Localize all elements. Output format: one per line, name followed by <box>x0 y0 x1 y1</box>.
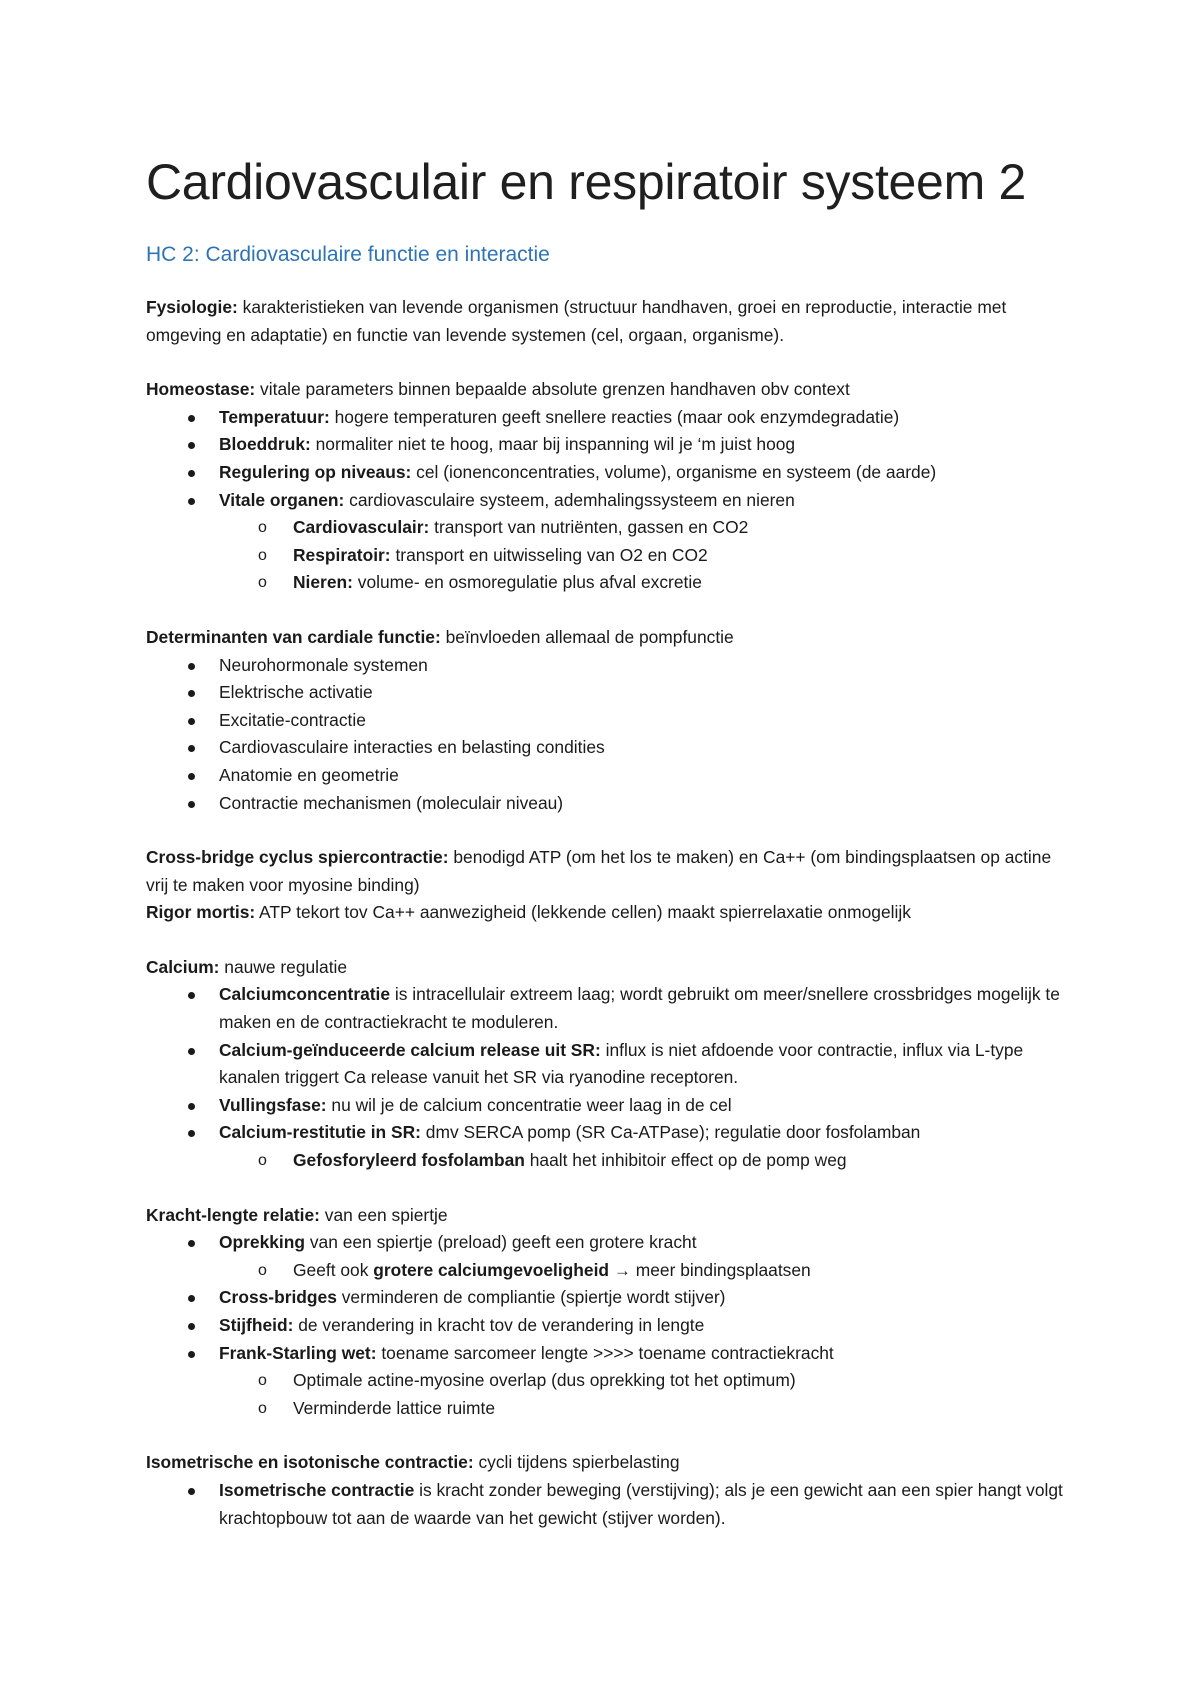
item-term: Temperatuur: <box>219 406 330 427</box>
item-text: transport van nutriënten, gassen en CO2 <box>429 517 749 538</box>
section-fysiologie <box>146 294 1066 349</box>
section-kracht-lengte <box>146 1202 1066 1423</box>
definition-text: benodigd ATP (om het los te maken) en Ca++ (om bindingsplaatsen op actine vrij te maken voor myosine binding) <box>146 847 1052 895</box>
item-text: de verandering in kracht tov de verandering in lengte <box>293 1315 705 1335</box>
calcium-paragraph <box>146 954 1066 982</box>
item-text: influx is niet afdoende voor contractie, influx via L-type kanalen triggert Ca release vanuit het SR via ryanodine receptoren. <box>219 1039 1024 1088</box>
item-term: Bloeddruk: <box>219 434 311 455</box>
item-term: Regulering op niveaus: <box>219 461 412 482</box>
determinanten-list <box>146 652 1066 818</box>
item-text: volume- en osmoregulatie plus afval excretie <box>352 572 702 593</box>
list-item <box>146 1340 1066 1423</box>
item-text: is intracellulair extreem laag; wordt gebruikt om meer/snellere crossbridges mogelijk te maken en de contractiekracht te moduleren. <box>219 984 1060 1033</box>
item-term: Frank-Starling wet: <box>219 1342 377 1363</box>
list-item <box>146 404 1066 432</box>
definition-text: beïnvloeden allemaal de pompfunctie <box>440 626 734 647</box>
item-text: verminderen de compliantie (spiertje wordt stijver) <box>336 1287 726 1308</box>
item-term: Calcium-geïnduceerde calcium release uit SR: <box>219 1039 601 1060</box>
term-label: Fysiologie: <box>146 297 238 317</box>
list-item: Contractie mechanismen (moleculair niveau) <box>146 790 1066 818</box>
rigor-paragraph <box>146 899 1066 927</box>
definition-text: nauwe regulatie <box>219 956 348 977</box>
kracht-list <box>146 1229 1066 1422</box>
calcium-list <box>146 981 1066 1174</box>
item-text: hogere temperaturen geeft snellere reacties (maar ook enzymdegradatie) <box>329 406 900 427</box>
definition-text: cycli tijdens spierbelasting <box>473 1452 680 1473</box>
isometrisch-list <box>146 1477 1066 1532</box>
sublist-item: o Verminderde lattice ruimte <box>146 1395 1066 1423</box>
page-title: Cardiovasculair en respiratoir systeem 2 <box>146 154 1027 210</box>
list-item <box>146 1284 1066 1312</box>
section-homeostase <box>146 376 1066 597</box>
list-item <box>146 459 1066 487</box>
item-text: van een spiertje (preload) geeft een grotere kracht <box>305 1232 697 1253</box>
item-term: Gefosforyleerd fosfolamban <box>293 1150 525 1171</box>
term-label: Homeostase: <box>146 379 256 400</box>
sublist <box>219 1257 1066 1285</box>
homeostase-list <box>146 404 1066 597</box>
list-item <box>146 1119 1066 1174</box>
definition-text: van een spiertje <box>319 1204 448 1225</box>
term-label: Rigor mortis: <box>146 902 256 923</box>
item-text: cardiovasculaire systeem, ademhalingssysteem en nieren <box>344 489 795 510</box>
item-text: toename sarcomeer lengte >>>> toename contractiekracht <box>376 1342 834 1363</box>
item-text: transport en uitwisseling van O2 en CO2 <box>390 544 708 565</box>
determinanten-paragraph <box>146 624 1066 652</box>
lecture-heading: HC 2: Cardiovasculaire functie en interactie <box>146 243 550 266</box>
definition-text: karakteristieken van levende organismen (structuur handhaven, groei en reproductie, interactie met omgeving en adaptatie) en functie van levende systemen (cel, orgaan, organisme). <box>146 297 1007 345</box>
term-label: Determinanten van cardiale functie: <box>146 626 441 647</box>
list-item: Neurohormonale systemen <box>146 652 1066 680</box>
fysiologie-paragraph <box>146 294 1066 349</box>
sublist-item <box>146 1257 1066 1285</box>
term-label: Calcium: <box>146 956 220 977</box>
term-label: Kracht-lengte relatie: <box>146 1204 320 1225</box>
item-text: is kracht zonder beweging (verstijving); als je een gewicht aan een spier hangt volgt krachtopbouw tot aan de waarde van het gewicht (stijver worden). <box>219 1479 1063 1528</box>
section-determinanten <box>146 624 1066 817</box>
item-text: Geeft ook <box>293 1259 374 1280</box>
item-term: Calcium-restitutie in SR: <box>219 1122 421 1143</box>
sublist <box>219 1147 1066 1175</box>
item-term: Calciumconcentratie <box>219 984 391 1005</box>
item-text: haalt het inhibitoir effect op de pomp weg <box>524 1150 847 1171</box>
isometrisch-paragraph <box>146 1449 1066 1477</box>
section-isometrisch <box>146 1449 1066 1532</box>
item-text: meer bindingsplaatsen <box>630 1259 811 1280</box>
item-term: Nieren: <box>293 572 353 593</box>
list-item <box>146 1477 1066 1532</box>
item-text: dmv SERCA pomp (SR Ca-ATPase); regulatie door fosfolamban <box>420 1122 921 1143</box>
sublist-item <box>146 542 1066 570</box>
list-item: Anatomie en geometrie <box>146 762 1066 790</box>
crossbridge-paragraph <box>146 844 1066 899</box>
definition-text: ATP tekort tov Ca++ aanwezigheid (lekkende cellen) maakt spierrelaxatie onmogelijk <box>255 902 911 923</box>
term-label: Isometrische en isotonische contractie: <box>146 1452 474 1473</box>
list-item: Elektrische activatie <box>146 679 1066 707</box>
item-term: Vullingsfase: <box>219 1094 327 1115</box>
item-term: Cross-bridges <box>219 1287 337 1308</box>
section-calcium <box>146 954 1066 1175</box>
term-label: Cross-bridge cyclus spiercontractie: <box>146 847 449 868</box>
document-body <box>146 150 1066 1532</box>
homeostase-paragraph <box>146 376 1066 404</box>
list-item <box>146 1092 1066 1120</box>
sublist-item <box>146 569 1066 597</box>
sublist-item <box>146 514 1066 542</box>
item-term: grotere calciumgevoeligheid <box>373 1259 610 1280</box>
item-text: normaliter niet te hoog, maar bij inspanning wil je ‘m juist hoog <box>310 434 796 455</box>
kracht-paragraph <box>146 1202 1066 1230</box>
sublist-item <box>146 1147 1066 1175</box>
list-item <box>146 981 1066 1036</box>
list-item <box>146 1312 1066 1340</box>
item-term: Cardiovasculair: <box>293 517 430 538</box>
sublist-item: o Optimale actine-myosine overlap (dus oprekking tot het optimum) <box>146 1367 1066 1395</box>
list-item <box>146 487 1066 597</box>
list-item: Excitatie-contractie <box>146 707 1066 735</box>
list-item: Cardiovasculaire interacties en belasting condities <box>146 734 1066 762</box>
item-term: Stijfheid: <box>219 1315 294 1335</box>
list-item <box>146 431 1066 459</box>
item-text: nu wil je de calcium concentratie weer laag in de cel <box>326 1094 732 1115</box>
item-term: Isometrische contractie <box>219 1479 415 1500</box>
item-term: Respiratoir: <box>293 544 391 565</box>
arrow-right-icon: → <box>613 1260 631 1280</box>
sublist <box>219 1367 1066 1422</box>
item-term: Vitale organen: <box>219 489 345 510</box>
item-text: cel (ionenconcentraties, volume), organisme en systeem (de aarde) <box>411 461 937 482</box>
sublist <box>219 514 1066 597</box>
list-item <box>146 1229 1066 1284</box>
definition-text: vitale parameters binnen bepaalde absolute grenzen handhaven obv context <box>255 379 850 400</box>
section-crossbridge <box>146 844 1066 927</box>
item-term: Oprekking <box>219 1232 306 1253</box>
list-item <box>146 1037 1066 1092</box>
